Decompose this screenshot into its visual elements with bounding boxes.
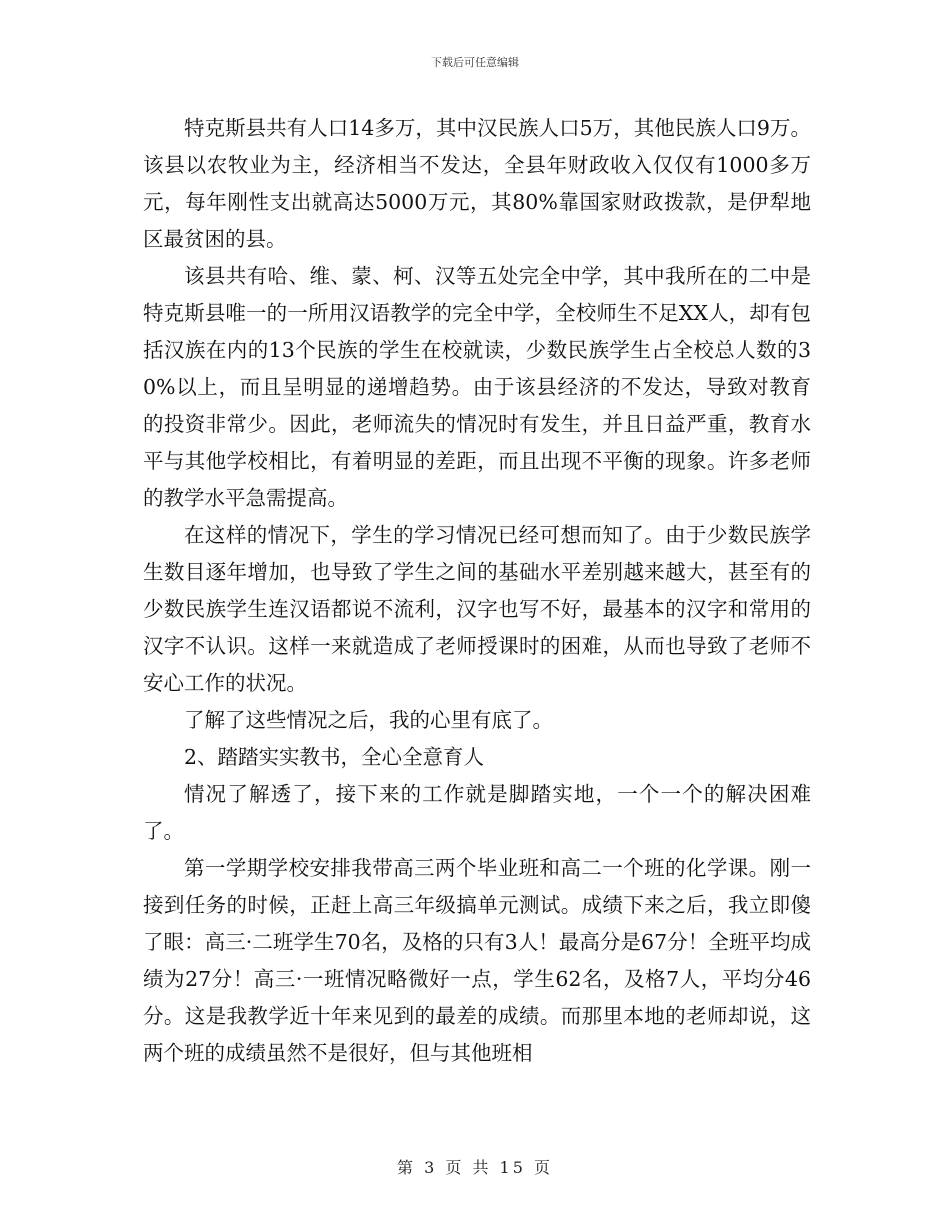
page-header-note: 下载后可任意编辑 [431,56,519,69]
document-body [143,110,811,1072]
paragraph-understanding: 了解了这些情况之后，我的心里有底了。 [184,708,553,732]
page-footer-number: 第 3 页 共 15 页 [397,1158,553,1177]
paragraph-next-work: 情况了解透了，接下来的工作就是脚踏实地，一个一个的解决困难了。 [143,782,811,843]
paragraph-student-situation: 在这样的情况下，学生的学习情况已经可想而知了。由于少数民族学生数目逐年增加，也导致了学生之间的基础水平差别越来越大，甚至有的少数民族学生连汉语都说不流利，汉字也写不好，最基本的汉字和常用的汉字不认识。这样一来就造成了老师授课时的困难，从而也导致了老师不安心工作的状况。 [143,523,811,695]
section-heading: 2、踏踏实实教书，全心全意育人 [184,745,485,769]
paragraph-school-overview: 该县共有哈、维、蒙、柯、汉等五处完全中学，其中我所在的二中是特克斯县唯一的一所用汉语教学的完全中学，全校师生不足XX人，却有包括汉族在内的13个民族的学生在校就读，少数民族学生占全校总人数的30%以上，而且呈明显的递增趋势。由于该县经济的不发达，导致对教育的投资非常少。因此，老师流失的情况时有发生，并且日益严重，教育水平与其他学校相比，有着明显的差距，而且出现不平衡的现象。许多老师的教学水平急需提高。 [143,264,811,510]
paragraph-population: 特克斯县共有人口14多万，其中汉民族人口5万，其他民族人口9万。该县以农牧业为主，经济相当不发达，全县年财政收入仅仅有1000多万元，每年刚性支出就高达5000万元，其80%靠国家财政拨款，是伊犁地区最贫困的县。 [143,116,811,251]
paragraph-first-semester: 第一学期学校安排我带高三两个毕业班和高二一个班的化学课。刚一接到任务的时候，正赶上高三年级搞单元测试。成绩下来之后，我立即傻了眼：高三·二班学生70名，及格的只有3人！最高分是67分！全班平均成绩为27分！高三·一班情况略微好一点，学生62名，及格7人，平均分46分。这是我教学近十年来见到的最差的成绩。而那里本地的老师却说，这两个班的成绩虽然不是很好，但与其他班相 [143,856,811,1065]
